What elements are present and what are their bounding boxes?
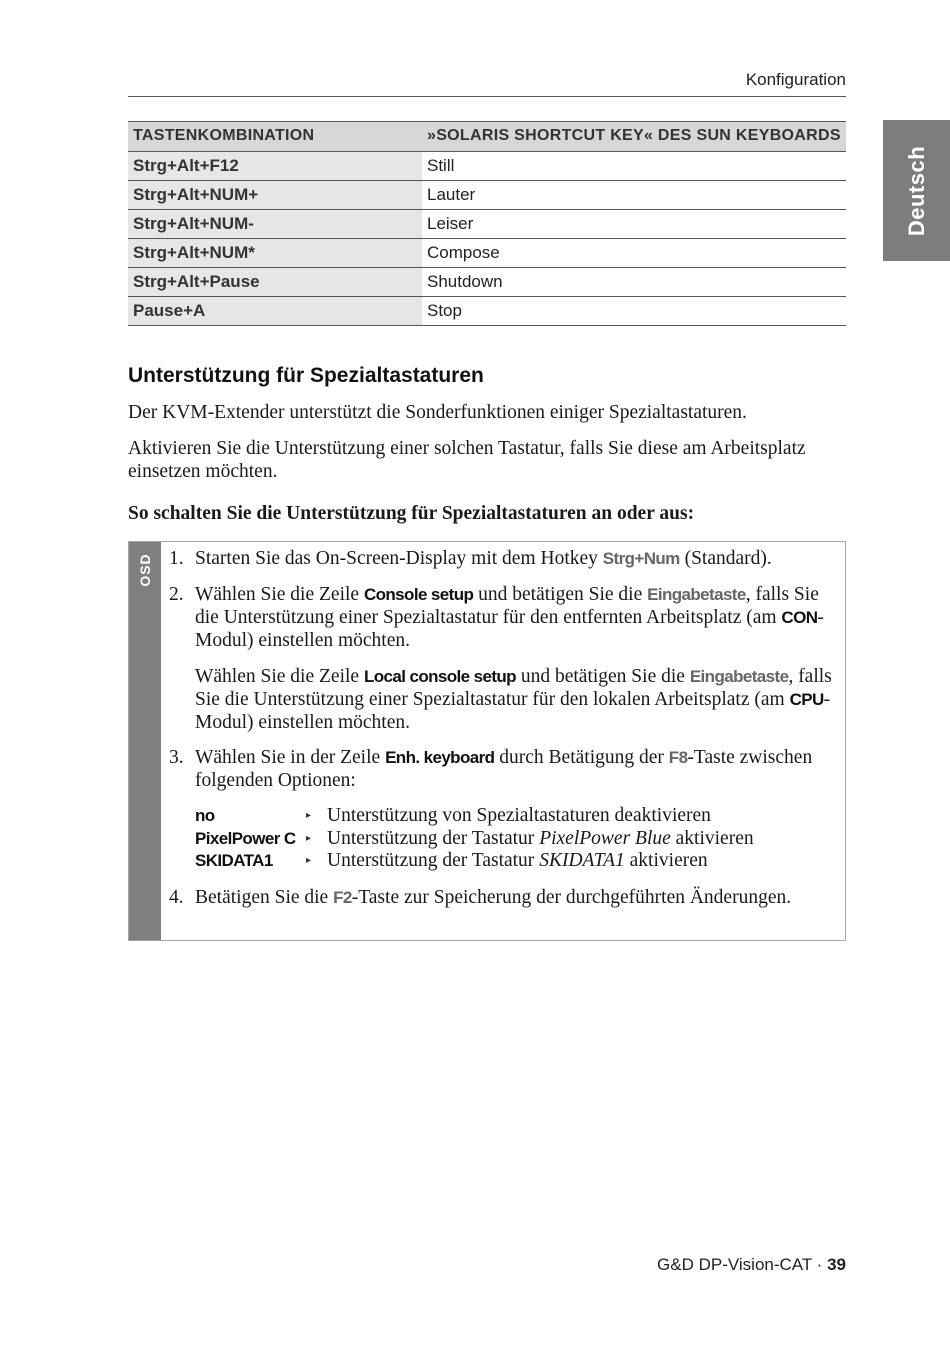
step-4 (169, 886, 839, 909)
step-text: Starten Sie das On-Screen-Display mit dem Hotkey Strg+Num (Standard). (195, 548, 772, 569)
column-header-solaris: »SOLARIS SHORTCUT KEY« DES SUN KEYBOARDS (422, 122, 846, 152)
product-name: G&D DP-Vision-CAT · (657, 1255, 828, 1274)
column-header-combo: TASTENKOMBINATION (128, 122, 422, 152)
step-text: Betätigen Sie die F2-Taste zur Speicherung der durchgeführten Änderungen. (195, 887, 792, 908)
hotkey: Strg+Num (602, 549, 680, 568)
step-text: Wählen Sie die Zeile Console setup und betätigen Sie die Eingabetaste, falls Sie die Unterstützung einer Spezialtastatur für den entfernten Arbeitsplatz (am CON-Modul) einstellen möchten. (195, 584, 824, 651)
key-combo: Strg+Alt+NUM- (128, 210, 422, 239)
solaris-action: Shutdown (422, 268, 846, 297)
osd-instructions-box (128, 541, 846, 941)
option-description: Unterstützung der Tastatur PixelPower Blue aktivieren (327, 827, 754, 849)
step-number: 3. (169, 747, 184, 768)
bullet-arrow-icon: ▸ (306, 810, 312, 821)
key-combo: Strg+Alt+NUM+ (128, 181, 422, 210)
key-name: Eingabetaste (647, 585, 746, 604)
option-key: SKIDATA1 (195, 851, 273, 870)
step-number: 4. (169, 887, 184, 908)
module-name: CPU (789, 690, 824, 709)
step-2 (169, 583, 839, 734)
bullet-arrow-icon: ▸ (306, 855, 312, 866)
activation-paragraph: Aktivieren Sie die Unterstützung einer solchen Tastatur, falls Sie diese am Arbeitsplatz einsetzen möchten. (128, 438, 806, 482)
table-row (128, 268, 846, 297)
table-row (128, 181, 846, 210)
menu-item: Enh. keyboard (385, 748, 495, 767)
step-3 (169, 746, 839, 792)
osd-sidebar (129, 542, 161, 940)
running-header: Konfiguration (128, 70, 846, 97)
key-combo: Strg+Alt+NUM* (128, 239, 422, 268)
key-combo: Strg+Alt+F12 (128, 152, 422, 181)
table-row (128, 239, 846, 268)
table-row (128, 297, 846, 326)
step-number: 2. (169, 584, 184, 605)
module-name: CON (781, 608, 818, 627)
language-tab-label: Deutsch (903, 145, 929, 236)
language-tab (883, 120, 950, 261)
table-row (128, 210, 846, 239)
shortcut-table (128, 121, 846, 326)
key-combo: Strg+Alt+Pause (128, 268, 422, 297)
solaris-action: Stop (422, 297, 846, 326)
bullet-arrow-icon: ▸ (306, 832, 312, 844)
solaris-action: Compose (422, 239, 846, 268)
step-1 (169, 547, 839, 570)
step-number: 1. (169, 548, 184, 569)
instructions-heading: So schalten Sie die Unterstützung für Spezialtastaturen an oder aus: (128, 503, 695, 524)
option-key: no (195, 806, 215, 825)
solaris-action: Leiser (422, 210, 846, 239)
key-combo: Pause+A (128, 297, 422, 326)
option-key: PixelPower C (195, 828, 296, 848)
page-footer (657, 1255, 846, 1275)
intro-paragraph: Der KVM-Extender unterstützt die Sonderfunktionen einiger Spezialtastaturen. (128, 402, 747, 423)
page-number: 39 (827, 1255, 846, 1274)
solaris-action: Still (422, 152, 846, 181)
step-text: Wählen Sie in der Zeile Enh. keyboard durch Betätigung der F8-Taste zwischen folgenden Optionen: (195, 747, 813, 791)
option-description: Unterstützung der Tastatur SKIDATA1 aktivieren (327, 850, 708, 871)
osd-label: OSD (137, 553, 153, 587)
key-name: Eingabetaste (689, 667, 789, 686)
menu-item: Local console setup (363, 667, 516, 686)
table-header-row (128, 122, 846, 152)
key-name: F8 (668, 748, 688, 767)
table-row (128, 152, 846, 181)
section-heading: Unterstützung für Spezialtastaturen (128, 364, 484, 387)
key-name: F2 (333, 888, 352, 907)
solaris-action: Lauter (422, 181, 846, 210)
option-description: Unterstützung von Spezialtastaturen deaktivieren (327, 805, 711, 826)
step-text: Wählen Sie die Zeile Local console setup und betätigen Sie die Eingabetaste, falls Sie die Unterstützung einer Spezialtastatur für den lokalen Arbeitsplatz (am CPU-Modul) einstellen möchten. (195, 666, 832, 733)
menu-item: Console setup (363, 585, 474, 604)
